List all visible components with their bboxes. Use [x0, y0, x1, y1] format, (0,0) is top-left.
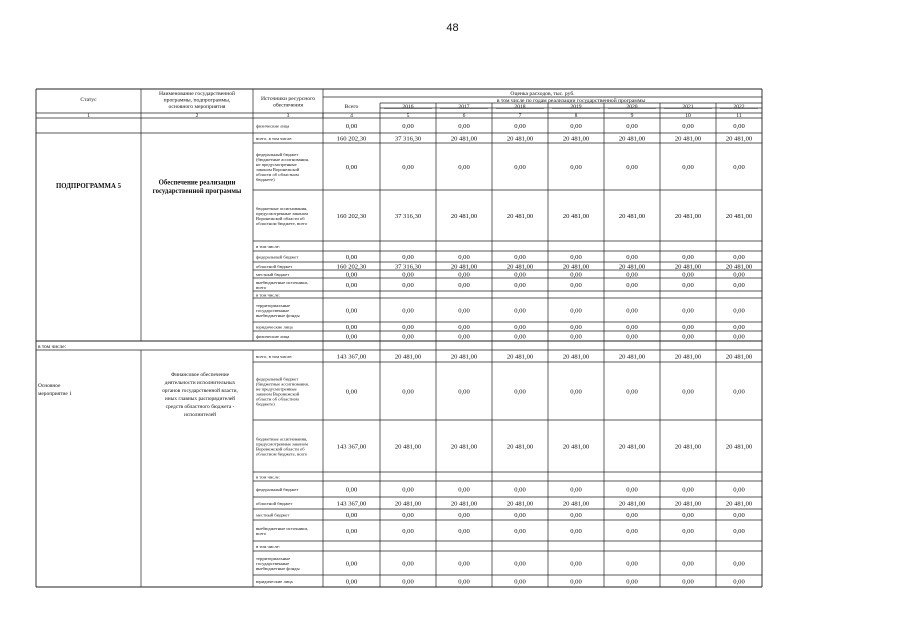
row-source: областной бюджет — [256, 263, 293, 269]
header-source: Источники ресурсного — [260, 96, 316, 103]
data-row-value: 0,00 — [682, 333, 694, 341]
data-row-value: 0,00 — [345, 388, 358, 396]
data-row-value: 20 481,00 — [725, 263, 753, 271]
data-row-value: 20 481,00 — [725, 135, 753, 143]
data-row-value: 0,00 — [733, 560, 745, 568]
data-row-value: 0,00 — [733, 333, 745, 341]
data-row-value: 20 481,00 — [618, 353, 646, 361]
data-row-value: 0,00 — [682, 323, 694, 331]
header-column-number: 5 — [406, 113, 410, 119]
data-row-value: 20 481,00 — [618, 212, 646, 220]
header-column-number: 11 — [736, 113, 742, 119]
data-row-value: 37 316,30 — [394, 263, 422, 271]
data-row-value: 0,00 — [626, 271, 638, 279]
data-row-value: 20 481,00 — [725, 443, 753, 451]
data-row-value: 0,00 — [345, 281, 358, 289]
data-row-value: 160 202,30 — [336, 135, 367, 143]
data-row-value: 20 481,00 — [450, 263, 478, 271]
row-source: областном бюджете, всего — [256, 451, 308, 457]
header-column-number: 1 — [87, 113, 90, 119]
row-source: в том числе: — [256, 292, 280, 298]
row-source: государственные — [256, 560, 290, 566]
row-source: бюджетные ассигнования, — [256, 436, 308, 442]
data-row-value: 0,00 — [733, 511, 745, 519]
row-source: федеральный бюджет — [256, 376, 299, 382]
top-row-value: 0,00 — [458, 122, 470, 130]
row-source: физические лица — [256, 333, 290, 339]
data-row-value: 20 481,00 — [394, 443, 422, 451]
row-source: внебюджетные источники, — [256, 525, 309, 531]
header-name: программы, подпрограммы, — [163, 97, 231, 104]
data-row-value: 0,00 — [733, 486, 745, 494]
data-row-value: 20 481,00 — [674, 353, 702, 361]
data-row-value: 0,00 — [458, 163, 470, 171]
data-row-value: 0,00 — [682, 281, 694, 289]
row-source: области об областном — [256, 396, 299, 402]
top-row-value: 0,00 — [345, 122, 358, 130]
header-status: Статус — [80, 97, 97, 103]
data-row-value: 20 481,00 — [674, 212, 702, 220]
data-row-value: 0,00 — [514, 388, 526, 396]
data-row-value: 0,00 — [626, 253, 638, 261]
row-source: законом Воронежской — [256, 166, 300, 172]
data-row-value: 0,00 — [514, 560, 526, 568]
data-row-value: 0,00 — [345, 527, 358, 535]
data-row-value: 0,00 — [570, 560, 582, 568]
table-grid — [36, 89, 762, 587]
top-row-value: 0,00 — [682, 122, 694, 130]
top-row-value: 0,00 — [570, 122, 582, 130]
header-year: 2019 — [570, 104, 582, 110]
row-source: в том числе: — [256, 474, 280, 480]
data-row-value: 0,00 — [402, 271, 414, 279]
data-row-value: 0,00 — [345, 163, 358, 171]
data-row-value: 143 367,00 — [336, 353, 367, 361]
data-row-value: 0,00 — [514, 163, 526, 171]
table-text — [38, 90, 753, 586]
data-row-value: 0,00 — [733, 323, 745, 331]
data-row-value: 0,00 — [570, 253, 582, 261]
activity-name: иных главных распорядителей — [164, 395, 236, 402]
row-source: бюджете) — [256, 176, 275, 182]
data-row-value: 0,00 — [514, 253, 526, 261]
data-row-value: 20 481,00 — [450, 500, 478, 508]
data-row-value: 0,00 — [733, 271, 745, 279]
row-source: всего, в том числе: — [256, 353, 293, 359]
header-column-number: 9 — [630, 113, 634, 119]
data-row-value: 0,00 — [570, 281, 582, 289]
row-source: всего, в том числе: — [256, 135, 293, 141]
data-row-value: 0,00 — [626, 511, 638, 519]
row-source: (бюджетные ассигнования, — [256, 381, 309, 387]
data-row-value: 20 481,00 — [618, 500, 646, 508]
header-column-number: 7 — [518, 113, 522, 119]
row-source: территориальные — [256, 302, 291, 308]
data-row-value: 20 481,00 — [562, 135, 590, 143]
data-row-value: 0,00 — [402, 560, 414, 568]
row-source: Воронежской области об — [256, 446, 305, 452]
data-row-value: 0,00 — [345, 578, 358, 586]
data-row-value: 0,00 — [402, 163, 414, 171]
data-row-value: 0,00 — [570, 527, 582, 535]
data-row-value: 0,00 — [402, 281, 414, 289]
row-source: физические лица — [256, 123, 290, 129]
data-row-value: 0,00 — [514, 271, 526, 279]
data-row-value: 20 481,00 — [618, 135, 646, 143]
row-source: федеральный бюджет — [256, 151, 299, 157]
data-row-value: 20 481,00 — [674, 263, 702, 271]
header-estimates: Оценка расходов, тыс. руб. — [510, 91, 575, 97]
data-row-value: 0,00 — [458, 560, 470, 568]
data-row-value: 0,00 — [402, 333, 414, 341]
data-row-value: 0,00 — [514, 527, 526, 535]
data-row-value: 160 202,30 — [336, 212, 367, 220]
data-row-value: 0,00 — [458, 323, 470, 331]
data-row-value: 0,00 — [345, 511, 358, 519]
row-source: не предусмотренные — [256, 386, 297, 392]
data-row-value: 0,00 — [733, 163, 745, 171]
data-row-value: 0,00 — [682, 486, 694, 494]
row-source: всего — [256, 530, 267, 536]
data-row-value: 0,00 — [570, 333, 582, 341]
data-row-value: 0,00 — [682, 511, 694, 519]
data-row-value: 0,00 — [402, 511, 414, 519]
data-row-value: 0,00 — [458, 527, 470, 535]
header-year: 2022 — [733, 104, 745, 110]
data-row-value: 0,00 — [626, 333, 638, 341]
row-source: областном бюджете, всего — [256, 220, 308, 226]
data-row-value: 0,00 — [682, 271, 694, 279]
data-row-value: 0,00 — [570, 163, 582, 171]
data-row-value: 0,00 — [682, 560, 694, 568]
row-source: местный бюджет — [256, 512, 290, 518]
data-row-value: 0,00 — [570, 307, 582, 315]
data-row-value: 20 481,00 — [618, 263, 646, 271]
data-row-value: 0,00 — [514, 486, 526, 494]
data-row-value: 20 481,00 — [562, 263, 590, 271]
data-row-value: 0,00 — [733, 527, 745, 535]
data-row-value: 20 481,00 — [618, 443, 646, 451]
data-row-value: 20 481,00 — [506, 135, 534, 143]
data-row-value: 160 202,30 — [336, 263, 367, 271]
top-row-value: 0,00 — [514, 122, 526, 130]
data-row-value: 0,00 — [402, 253, 414, 261]
data-row-value: 20 481,00 — [394, 353, 422, 361]
data-row-value: 0,00 — [345, 560, 358, 568]
data-row-value: 0,00 — [402, 307, 414, 315]
data-row-value: 20 481,00 — [562, 500, 590, 508]
data-row-value: 0,00 — [626, 388, 638, 396]
top-row-value: 0,00 — [733, 122, 745, 130]
subprogram-status: ПОДПРОГРАММА 5 — [56, 183, 121, 190]
row-source: области об областном — [256, 171, 299, 177]
row-source: внебюджетные источники, — [256, 279, 309, 285]
data-row-value: 0,00 — [570, 486, 582, 494]
data-row-value: 0,00 — [626, 527, 638, 535]
page-number: 48 — [446, 22, 459, 34]
data-row-value: 0,00 — [345, 307, 358, 315]
row-source: внебюджетные фонды — [256, 312, 300, 318]
data-row-value: 0,00 — [570, 388, 582, 396]
data-row-value: 0,00 — [626, 560, 638, 568]
row-source: государственные — [256, 307, 290, 313]
data-row-value: 0,00 — [402, 527, 414, 535]
including-label: в том числе: — [38, 344, 67, 350]
data-row-value: 20 481,00 — [506, 353, 534, 361]
data-row-value: 0,00 — [733, 578, 745, 586]
header-year: 2017 — [458, 104, 470, 110]
data-row-value: 0,00 — [514, 323, 526, 331]
data-row-value: 0,00 — [682, 527, 694, 535]
row-source: федеральный бюджет — [256, 254, 299, 260]
data-row-value: 20 481,00 — [674, 135, 702, 143]
top-row-value: 0,00 — [402, 122, 414, 130]
header-column-number: 6 — [462, 113, 466, 119]
data-row-value: 20 481,00 — [674, 443, 702, 451]
row-source: не предусмотренные — [256, 161, 297, 167]
data-row-value: 0,00 — [458, 281, 470, 289]
data-row-value: 0,00 — [345, 333, 358, 341]
header-column-number: 4 — [350, 113, 353, 119]
header-by-years: в том числе по годам реализации государственной программы — [496, 98, 646, 104]
data-row-value: 0,00 — [458, 253, 470, 261]
data-row-value: 0,00 — [733, 388, 745, 396]
data-row-value: 20 481,00 — [450, 135, 478, 143]
data-row-value: 20 481,00 — [725, 500, 753, 508]
header-column-number: 3 — [286, 113, 290, 119]
activity-name: исполнителей — [184, 411, 216, 418]
activity-status: мероприятие 1 — [38, 390, 72, 397]
data-row-value: 0,00 — [458, 511, 470, 519]
data-row-value: 37 316,30 — [394, 135, 422, 143]
row-source: территориальные — [256, 555, 291, 561]
data-row-value: 0,00 — [733, 281, 745, 289]
data-row-value: 143 367,00 — [336, 443, 367, 451]
data-row-value: 20 481,00 — [725, 353, 753, 361]
row-source: предусмотренные законом — [256, 441, 308, 447]
header-total: Всего — [344, 104, 359, 110]
activity-name: Финансовое обеспечение — [170, 371, 230, 378]
data-row-value: 0,00 — [626, 578, 638, 586]
data-row-value: 20 481,00 — [674, 500, 702, 508]
data-row-value: 0,00 — [570, 271, 582, 279]
top-row-value: 0,00 — [626, 122, 638, 130]
data-row-value: 0,00 — [570, 578, 582, 586]
data-row-value: 0,00 — [514, 333, 526, 341]
data-row-value: 0,00 — [682, 578, 694, 586]
row-source: внебюджетные фонды — [256, 565, 300, 571]
data-row-value: 0,00 — [458, 486, 470, 494]
subprogram-name: Обеспечение реализации — [158, 179, 236, 187]
data-row-value: 0,00 — [345, 253, 358, 261]
data-row-value: 0,00 — [514, 578, 526, 586]
data-row-value: 20 481,00 — [394, 500, 422, 508]
data-row-value: 0,00 — [626, 323, 638, 331]
header-column-number: 2 — [195, 113, 199, 119]
data-row-value: 143 367,00 — [336, 500, 367, 508]
data-row-value: 20 481,00 — [725, 212, 753, 220]
data-row-value: 0,00 — [733, 307, 745, 315]
data-row-value: 20 481,00 — [506, 443, 534, 451]
data-row-value: 0,00 — [626, 486, 638, 494]
data-row-value: 20 481,00 — [562, 353, 590, 361]
data-row-value: 0,00 — [458, 333, 470, 341]
data-row-value: 20 481,00 — [562, 212, 590, 220]
data-row-value: 0,00 — [402, 323, 414, 331]
data-row-value: 0,00 — [682, 253, 694, 261]
row-source: законом Воронежской — [256, 391, 300, 397]
data-row-value: 0,00 — [626, 163, 638, 171]
activity-name: средств областного бюджета - — [165, 403, 235, 410]
data-row-value: 0,00 — [626, 281, 638, 289]
data-row-value: 0,00 — [733, 253, 745, 261]
data-row-value: 0,00 — [514, 511, 526, 519]
header-column-number: 10 — [685, 113, 691, 119]
row-source: бюджетные ассигнования, — [256, 205, 308, 211]
header-year: 2021 — [682, 104, 694, 110]
row-source: (бюджетные ассигнования, — [256, 156, 309, 162]
header-year: 2018 — [514, 104, 526, 110]
subprogram-name: государственной программы — [152, 188, 242, 196]
row-source: юридические лица — [256, 324, 293, 330]
data-row-value: 0,00 — [458, 578, 470, 586]
data-row-value: 0,00 — [402, 486, 414, 494]
row-source: Воронежской области об — [256, 215, 305, 221]
data-row-value: 0,00 — [514, 281, 526, 289]
data-row-value: 0,00 — [458, 307, 470, 315]
row-source: федеральный бюджет — [256, 486, 299, 492]
data-row-value: 20 481,00 — [506, 263, 534, 271]
activity-status: Основное — [38, 382, 61, 389]
data-row-value: 0,00 — [402, 388, 414, 396]
data-row-value: 20 481,00 — [506, 500, 534, 508]
data-row-value: 37 316,30 — [394, 212, 422, 220]
data-row-value: 0,00 — [402, 578, 414, 586]
activity-name: органов государственной власти, — [162, 387, 238, 394]
header-column-number: 8 — [574, 113, 578, 119]
data-row-value: 0,00 — [570, 323, 582, 331]
data-row-value: 20 481,00 — [450, 443, 478, 451]
data-row-value: 0,00 — [682, 163, 694, 171]
row-source: всего — [256, 284, 267, 290]
row-source: бюджете) — [256, 401, 275, 407]
header-name: основного мероприятия — [168, 103, 226, 110]
row-source: областной бюджет — [256, 500, 293, 506]
data-row-value: 0,00 — [626, 307, 638, 315]
data-row-value: 0,00 — [682, 307, 694, 315]
data-row-value: 0,00 — [345, 486, 358, 494]
header-name: Наименование государственной — [158, 90, 236, 97]
data-row-value: 20 481,00 — [450, 212, 478, 220]
data-row-value: 20 481,00 — [506, 212, 534, 220]
data-row-value: 0,00 — [514, 307, 526, 315]
data-row-value: 0,00 — [345, 271, 358, 279]
header-year: 2016 — [402, 104, 414, 110]
row-source: местный бюджет — [256, 271, 290, 277]
data-row-value: 20 481,00 — [562, 443, 590, 451]
data-row-value: 20 481,00 — [450, 353, 478, 361]
header-source: обеспечения — [273, 102, 303, 109]
activity-name: деятельности исполнительных — [164, 379, 236, 386]
data-row-value: 0,00 — [458, 388, 470, 396]
data-row-value: 0,00 — [345, 323, 358, 331]
data-row-value: 0,00 — [458, 271, 470, 279]
row-source: юридические лица — [256, 578, 293, 584]
row-source: предусмотренные законом — [256, 210, 308, 216]
row-source: в том числе: — [256, 543, 280, 549]
data-row-value: 0,00 — [570, 511, 582, 519]
header-year: 2020 — [626, 104, 638, 110]
data-row-value: 0,00 — [682, 388, 694, 396]
row-source: в том числе: — [256, 243, 280, 249]
